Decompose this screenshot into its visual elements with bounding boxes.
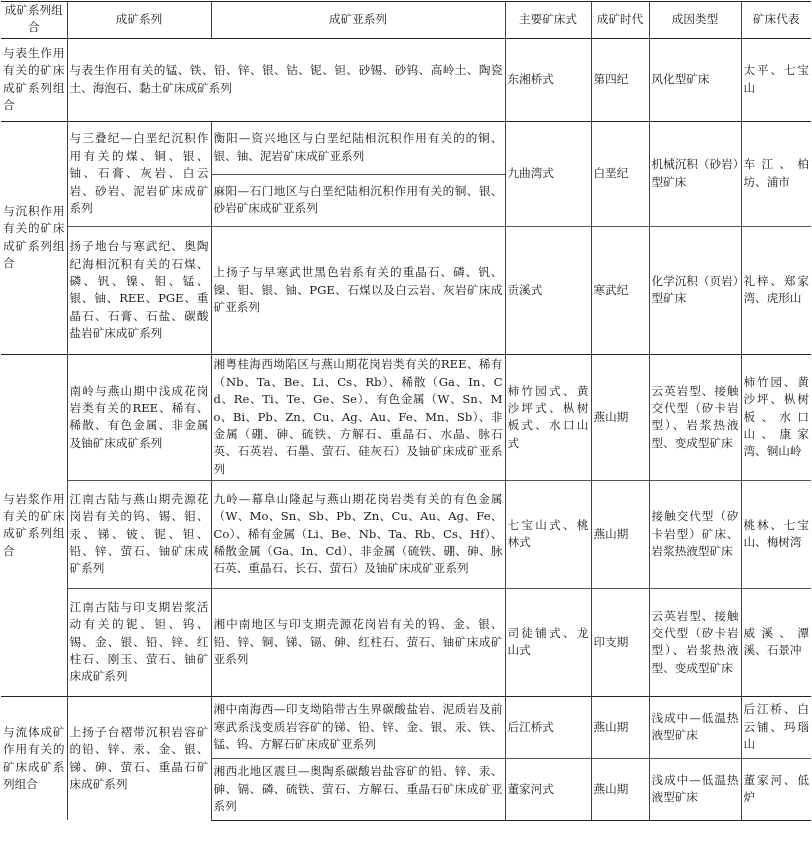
- representative-cell: 太平、七宝山: [741, 38, 811, 121]
- genesis-cell: 风化型矿床: [649, 38, 741, 121]
- epoch-cell: 寒武纪: [591, 226, 649, 354]
- table-row: [1, 121, 811, 174]
- system-cell: 扬子地台与寒武纪、奥陶纪海相沉积有关的石煤、磷、钒、镍、钼、锰、银、铀、REE、PGE、重晶石、石膏、石盐、碳酸盐岩矿床成矿系列: [67, 226, 211, 354]
- header-representative: 矿床代表: [741, 2, 811, 39]
- subsystem-cell: 衡阳—资兴地区与白垩纪陆相沉积作用有关的的铜、银、铀、泥岩矿床成矿亚系列: [211, 121, 505, 174]
- table-row: [1, 696, 811, 758]
- genesis-cell: 云英岩型、接触交代型（矽卡岩型）、岩浆热液型、变成型矿床: [649, 588, 741, 696]
- header-system-group: 成矿系列组合: [4, 3, 63, 35]
- epoch-cell: 燕山期: [591, 480, 649, 588]
- system-cell: 南岭与燕山期中浅成花岗岩类有关的REE、稀有、稀散、有色金属、非金属及铀矿床成矿系列: [67, 354, 211, 480]
- genesis-cell: 接触交代型（矽卡岩型）矿床、岩浆热液型矿床: [649, 480, 741, 588]
- mineral-system-table: [1, 1, 811, 821]
- epoch-cell: 印支期: [591, 588, 649, 696]
- representative-cell: 后江桥、白云铺、玛瑙山: [741, 696, 811, 758]
- genesis-cell: 机械沉积（砂岩）型矿床: [649, 121, 741, 226]
- representative-cell: 礼梓、郑家湾、虎形山: [741, 226, 811, 354]
- main-type-cell: 九曲湾式: [505, 121, 591, 226]
- representative-cell: 柿竹园、黄沙坪、枞树板、水口山、康家湾、铜山岭: [741, 354, 811, 480]
- subsystem-cell: 湘中南地区与印支期壳源花岗岩有关的钨、金、银、铅、锌、铜、锑、镉、砷、红柱石、萤石、铀矿床成矿亚系列: [211, 588, 505, 696]
- subsystem-cell: 湘中南海西—印支坳陷带古生界碳酸盐岩、泥质岩及前寒武系浅变质岩容矿的锑、铅、锌、金、银、汞、铁、锰、钨、方解石矿床成矿亚系列: [211, 696, 505, 758]
- header-row: [1, 2, 811, 39]
- system-cell: 江南古陆与印支期岩浆活动有关的铌、钽、钨、锡、金、银、铅、锌、红柱石、刚玉、萤石、铀矿床成矿系列: [67, 588, 211, 696]
- subsystem-cell: 与表生作用有关的锰、铁、铅、锌、银、钴、铌、钽、砂锡、砂钨、高岭土、陶瓷土、海泡石、黏土矿床成矿系列: [67, 38, 505, 121]
- system-cell: 上扬子台褶带沉积岩容矿的铅、锌、汞、金、银、锑、砷、萤石、重晶石矿床成矿系列: [67, 696, 211, 820]
- subsystem-cell: 麻阳—石门地区与白垩纪陆相沉积作用有关的铜、银、砂岩矿床成矿亚系列: [211, 174, 505, 226]
- system-cell: 江南古陆与燕山期壳源花岗岩有关的钨、锡、钼、汞、锑、铍、铌、钽、铅、锌、萤石、铀矿床成矿系列: [67, 480, 211, 588]
- representative-cell: 桃林、七宝山、梅树湾: [741, 480, 811, 588]
- genesis-cell: 浅成中—低温热液型矿床: [649, 758, 741, 820]
- representative-cell: 董家河、低炉: [741, 758, 811, 820]
- header-subsystem: 成矿亚系列: [211, 2, 505, 39]
- header-main-type: 主要矿床式: [505, 2, 591, 39]
- system-group-cell: 与表生作用有关的矿床成矿系列组合: [3, 46, 65, 113]
- main-type-cell: 柿竹园式、黄沙坪式、枞树板式、水口山式: [505, 354, 591, 480]
- table-row: [1, 38, 811, 121]
- system-group-cell: 与岩浆作用有关的矿床成矿系列组合: [3, 491, 65, 558]
- table-row: [1, 480, 811, 588]
- header-system: 成矿系列: [67, 2, 211, 39]
- main-type-cell: 贡溪式: [505, 226, 591, 354]
- genesis-cell: 化学沉积（页岩）型矿床: [649, 226, 741, 354]
- epoch-cell: 第四纪: [591, 38, 649, 121]
- epoch-cell: 燕山期: [591, 696, 649, 758]
- subsystem-cell: 湘粤桂海西坳陷区与燕山期花岗岩类有关的REE、稀有（Nb、Ta、Be、Li、Cs、Rb）、稀散（Ga、In、Cd、Re、Ti、Te、Ge、Se）、有色金属（W、Sn、Mo、Bi、Pb、Zn、Cu、Ag、Au、Fe、Mn、Sb）、非金属（硼、砷、硫铁、方解石、重晶石、水晶、脉石英、石英岩、石墨、萤石、硅灰石）及铀矿床成矿亚系列: [211, 354, 505, 480]
- main-type-cell: 司徒铺式、龙山式: [505, 588, 591, 696]
- main-type-cell: 后江桥式: [505, 696, 591, 758]
- main-type-cell: 董家河式: [505, 758, 591, 820]
- header-genesis: 成因类型: [649, 2, 741, 39]
- subsystem-cell: 九岭—幕阜山隆起与燕山期花岗岩类有关的有色金属（W、Mo、Sn、Sb、Pb、Zn、Cu、Au、Ag、Fe、Co）、稀有金属（Li、Be、Nb、Ta、Rb、Cs、Hf）、稀散金属（Ga、In、Cd）、非金属（硫铁、硼、砷、脉石英、重晶石、长石、萤石）及铀矿床成矿亚系列: [211, 480, 505, 588]
- representative-cell: 车江、柏坊、浦市: [741, 121, 811, 226]
- system-cell: 与三叠纪—白垩纪沉积作用有关的煤、铜、银、铀、石膏、灰岩、白云岩、砂岩、泥岩矿床成矿系列: [67, 121, 211, 226]
- epoch-cell: 白垩纪: [591, 121, 649, 226]
- epoch-cell: 燕山期: [591, 354, 649, 480]
- system-group-cell: 与沉积作用有关的矿床成矿系列组合: [3, 204, 65, 271]
- subsystem-cell: 上扬子与早寒武世黑色岩系有关的重晶石、磷、钒、镍、钼、银、铀、PGE、石煤以及白云岩、灰岩矿床成矿亚系列: [211, 226, 505, 354]
- genesis-cell: 云英岩型、接触交代型（矽卡岩型）、岩浆热液型、变成型矿床: [649, 354, 741, 480]
- header-epoch: 成矿时代: [591, 2, 649, 39]
- main-type-cell: 东湘桥式: [505, 38, 591, 121]
- subsystem-cell: 湘西北地区震旦—奥陶系碳酸岩盐容矿的铅、锌、汞、砷、镉、磷、硫铁、萤石、方解石、重晶石矿床成矿亚系列: [211, 758, 505, 820]
- table-row: [1, 588, 811, 696]
- table-row: [1, 226, 811, 354]
- main-type-cell: 七宝山式、桃林式: [505, 480, 591, 588]
- system-group-cell: 与流体成矿作用有关的矿床成矿系列组合: [3, 724, 65, 791]
- epoch-cell: 燕山期: [591, 758, 649, 820]
- table-row: [1, 354, 811, 480]
- genesis-cell: 浅成中—低温热液型矿床: [649, 696, 741, 758]
- representative-cell: 威溪、潭溪、石景冲: [741, 588, 811, 696]
